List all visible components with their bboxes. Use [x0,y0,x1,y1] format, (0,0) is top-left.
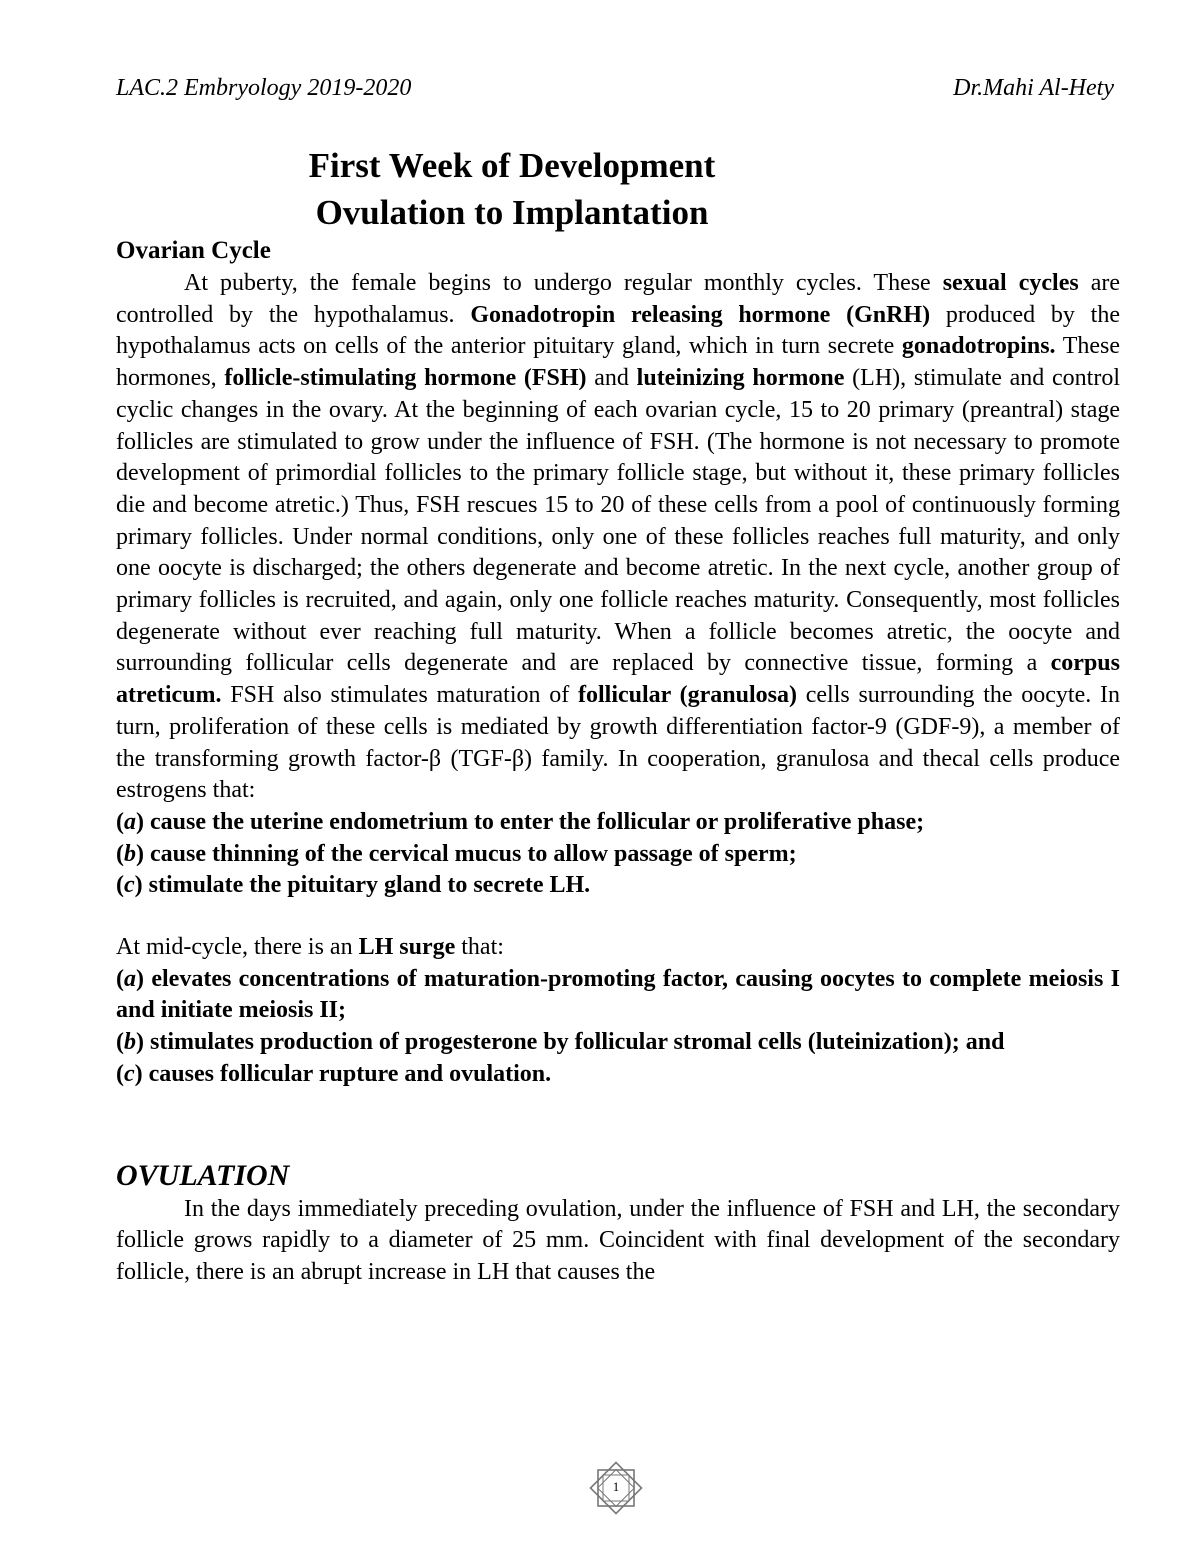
bold-term: LH surge [358,934,456,961]
page-number: 1 [612,1479,620,1494]
bold-term: Gonadotropin releasing hormone (GnRH) [470,301,931,328]
page-number-ornament [584,1456,648,1520]
text-run: are controlled by the hypothalamus. [116,270,1121,328]
text-run: produced by the hypothalamus acts on cells of the anterior pituitary gland, which in turn secrete [116,301,1120,360]
spacer [116,902,1120,932]
bold-term: sexual cycles [942,270,1079,296]
header-author: Dr.Mahi Al-Hety [953,75,1114,101]
list-letter: c [124,1060,135,1087]
list-item: (c) causes follicular rupture and ovulation. [116,1060,552,1087]
paragraph-lh-surge [116,932,1120,964]
text-run: FSH also stimulates maturation of [221,682,578,709]
text-run: that: [455,934,504,961]
document-body [116,234,1120,1289]
list-item: (a) cause the uterine endometrium to enter the follicular or proliferative phase; [116,808,925,835]
list-letter: a [124,808,136,835]
page-title: First Week of Development [308,146,716,185]
list-letter: b [124,1029,136,1056]
bold-term: luteinizing hormone [636,365,845,392]
text-run: At mid-cycle, there is an [116,934,359,961]
bold-term: follicular (granulosa) [578,682,797,709]
text-run: cells surrounding the oocyte. In turn, proliferation of these cells is mediated by growth differentiation factor-9 (GDF-9), a member of the transforming growth factor-β (TGF-β) family. In cooperation, granulosa and thecal cells produce estrogens that: [116,682,1120,804]
list-item: (b) stimulates production of progesterone by follicular stromal cells (luteinization); and [116,1029,1005,1056]
list-item-text: stimulate the pituitary gland to secrete LH. [142,872,591,899]
list-item-text: elevates concentrations of maturation-promoting factor, causing oocytes to complete meiosis I and initiate meiosis II; [116,965,1120,1024]
list-letter: c [124,872,135,899]
text-run: These hormones, [116,333,1121,392]
bold-term: follicle-stimulating hormone (FSH) [224,365,587,392]
section-heading-ovarian-cycle: Ovarian Cycle [116,237,271,264]
list-item-text: stimulates production of progesterone by follicular stromal cells (luteinization); and [144,1029,1005,1056]
section-heading-ovulation: OVULATION [116,1158,290,1192]
list-item: (a) elevates concentrations of maturation-promoting factor, causing oocytes to complete meiosis I and initiate meiosis II; [116,965,1120,1024]
list-item-text: cause thinning of the cervical mucus to allow passage of sperm; [144,840,797,867]
header-course-title: LAC.2 Embryology 2019-2020 [116,75,412,101]
page-subtitle: Ovulation to Implantation [315,193,709,232]
list-item: (c) stimulate the pituitary gland to secrete LH. [116,872,591,899]
spacer [116,1091,1120,1158]
list-item: (b) cause thinning of the cervical mucus to allow passage of sperm; [116,840,797,867]
list-item-text: causes follicular rupture and ovulation. [142,1060,552,1087]
text-run: (LH), stimulate and control cyclic changes in the ovary. At the beginning of each ovarian cycle, 15 to 20 primary (preantral) stage follicles are stimulated to grow under the influence of FSH. (The hormone is not necessary to promote development of primordial follicles to the primary follicle stage, but without it, these primary follicles die and become atretic.) Thus, FSH rescues 15 to 20 of these cells from a pool of continuously forming primary follicles. Under normal conditions, only one of these follicles reaches full maturity, and only one oocyte is discharged; the others degenerate and become atretic. In the next cycle, another group of primary follicles is recruited, and again, only one follicle reaches maturity. Consequently, most follicles degenerate without ever reaching full maturity. When a follicle becomes atretic, the oocyte and surrounding follicular cells degenerate and are replaced by connective tissue, forming a [116,365,1120,677]
text-run: and [586,365,637,392]
list-letter: a [124,965,136,992]
bold-term: corpus atreticum. [116,650,1120,709]
bold-term: gonadotropins. [901,333,1056,360]
text-run: At puberty, the female begins to undergo regular monthly cycles. These [184,270,943,296]
list-item-text: cause the uterine endometrium to enter the follicular or proliferative phase; [144,808,925,835]
paragraph-ovulation: In the days immediately preceding ovulation, under the influence of FSH and LH, the secondary follicle grows rapidly to a diameter of 25 mm. Coincident with final development of the secondary follicle, there is an abrupt increase in LH that causes the [116,1195,1120,1285]
list-letter: b [124,840,136,867]
paragraph-ovarian-cycle [116,268,1120,807]
